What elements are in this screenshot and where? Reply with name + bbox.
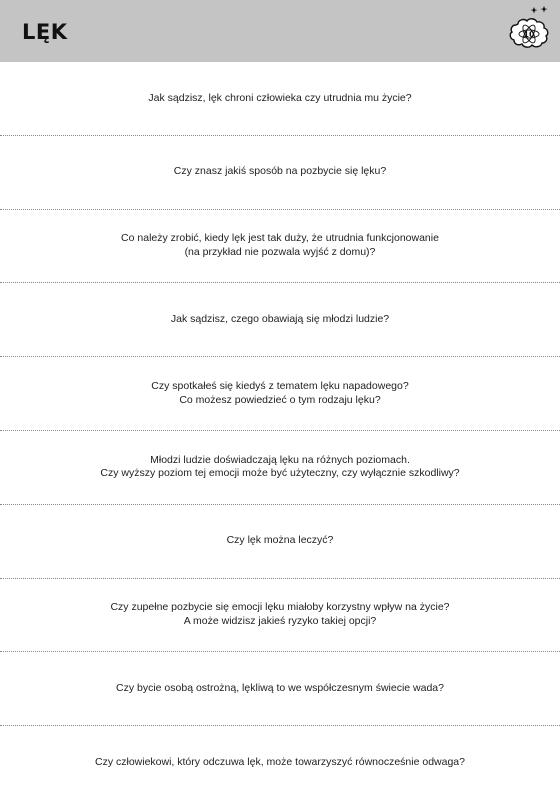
question-text: Jak sądzisz, lęk chroni człowieka czy utrudnia mu życie? [148, 91, 412, 104]
logo-text: 10 [523, 30, 535, 39]
question-item [0, 431, 560, 505]
question-item [0, 283, 560, 357]
header-bar [0, 0, 560, 62]
question-text: Czy znasz jakiś sposób na pozbycie się lęku? [173, 165, 387, 178]
question-item [0, 210, 560, 284]
question-text: Jak sądzisz, czego obawiają się młodzi ludzie? [170, 313, 390, 326]
question-item [0, 579, 560, 653]
question-text: Co należy zrobić, kiedy lęk jest tak duży, że utrudnia funkcjonowanie (na przykład nie pozwala wyjść z domu)? [121, 232, 439, 258]
question-text: Czy spotkałeś się kiedyś z tematem lęku napadowego? Co możesz powiedzieć o tym rodzaju lęku? [151, 380, 409, 406]
question-item [0, 357, 560, 431]
question-list [0, 62, 560, 800]
question-item [0, 726, 560, 800]
question-text: Czy człowiekowi, który odczuwa lęk, może towarzyszyć równocześnie odwaga? [95, 756, 465, 769]
page-title: LĘK [22, 20, 68, 44]
question-text: Czy bycie osobą ostrożną, lękliwą to we współczesnym świecie wada? [116, 682, 444, 695]
question-text: Czy zupełne pozbycie się emocji lęku miałoby korzystny wpływ na życie? A może widzisz jakieś ryzyko takiej opcji? [110, 601, 450, 627]
question-item [0, 652, 560, 726]
question-item [0, 62, 560, 136]
question-item [0, 136, 560, 210]
question-text: Młodzi ludzie doświadczają lęku na różnych poziomach. Czy wyższy poziom tej emocji może być użyteczny, czy wyłącznie szkodliwy? [100, 453, 460, 480]
brain-atom-logo-icon [502, 3, 554, 55]
question-item [0, 505, 560, 579]
question-text: Czy lęk można leczyć? [226, 534, 334, 547]
